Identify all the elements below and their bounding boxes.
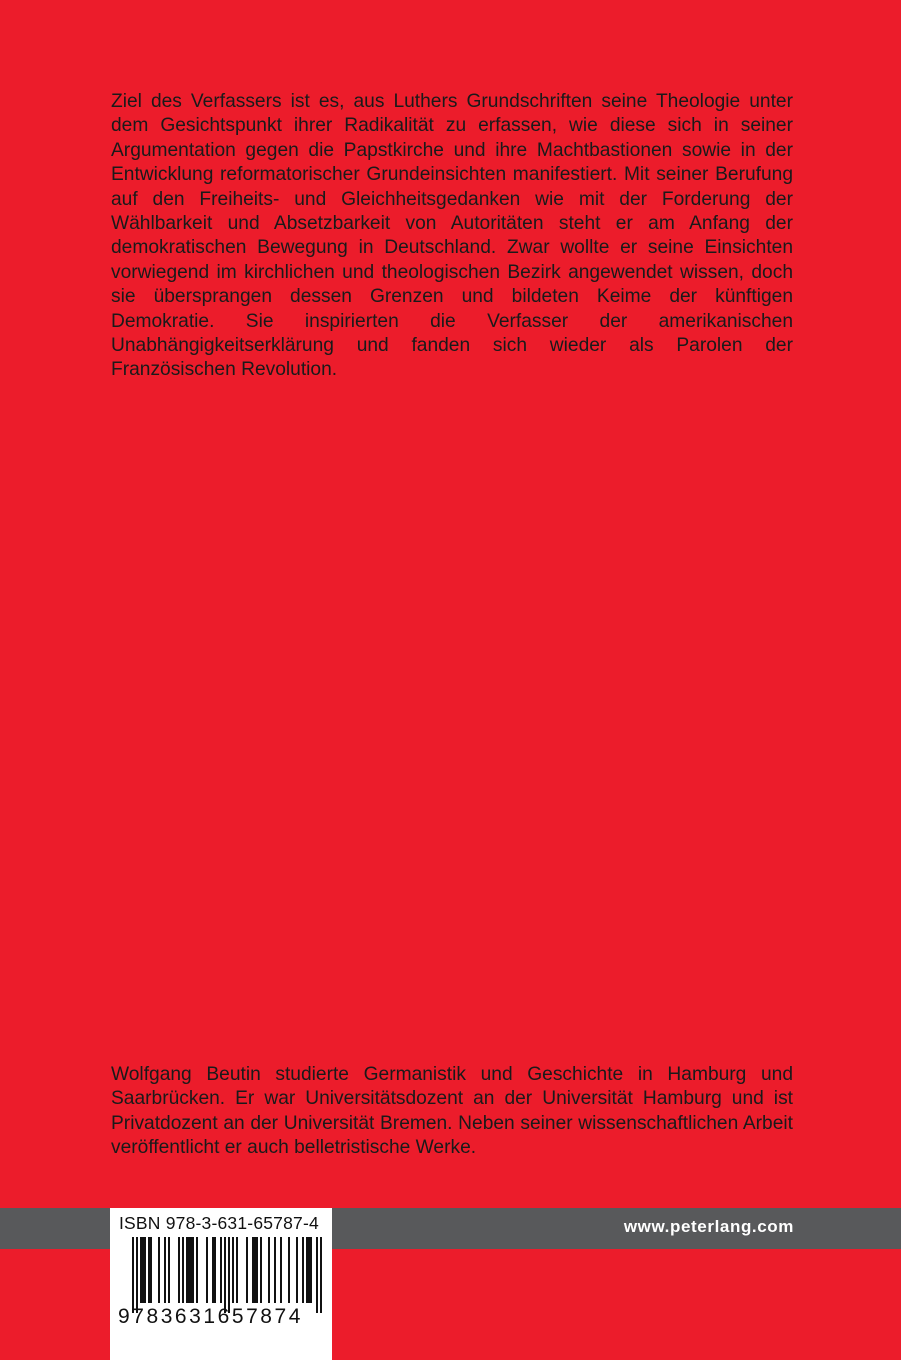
isbn-label: ISBN 978-3-631-65787-4 bbox=[119, 1213, 319, 1233]
barcode-bar bbox=[144, 1237, 146, 1303]
barcode-bar bbox=[190, 1237, 192, 1303]
barcode-bar bbox=[192, 1237, 194, 1303]
barcode-bar bbox=[236, 1237, 238, 1303]
barcode-panel bbox=[110, 1208, 332, 1360]
barcode-bar bbox=[196, 1237, 198, 1303]
barcode-bar bbox=[142, 1237, 144, 1303]
barcode-bar bbox=[178, 1237, 180, 1303]
barcode-bar bbox=[252, 1237, 254, 1303]
barcode-bar bbox=[224, 1237, 226, 1313]
barcode-bar bbox=[288, 1237, 290, 1303]
barcode-bar bbox=[214, 1237, 216, 1303]
barcode-bar bbox=[274, 1237, 276, 1303]
barcode-bar bbox=[188, 1237, 190, 1303]
barcode-bar bbox=[212, 1237, 214, 1303]
barcode-bar bbox=[168, 1237, 170, 1303]
barcode-bar bbox=[280, 1237, 282, 1303]
barcode-bar bbox=[232, 1237, 234, 1303]
barcode-bar bbox=[182, 1237, 184, 1303]
barcode-bar bbox=[302, 1237, 304, 1303]
barcode-bar bbox=[296, 1237, 298, 1303]
barcode-bar bbox=[256, 1237, 258, 1303]
barcode-bar bbox=[186, 1237, 188, 1303]
barcode-bar bbox=[320, 1237, 322, 1313]
barcode-bar bbox=[254, 1237, 256, 1303]
publisher-website: www.peterlang.com bbox=[623, 1217, 794, 1236]
barcode-bar bbox=[220, 1237, 222, 1303]
barcode-bar bbox=[268, 1237, 270, 1303]
barcode-bar bbox=[150, 1237, 152, 1303]
ean-digits: 9783631657874 bbox=[118, 1305, 303, 1328]
ean-barcode bbox=[110, 1208, 332, 1360]
barcode-bar bbox=[246, 1237, 248, 1303]
barcode-bar bbox=[310, 1237, 312, 1303]
barcode-bar bbox=[228, 1237, 230, 1313]
barcode-bar bbox=[316, 1237, 318, 1313]
barcode-bar bbox=[132, 1237, 134, 1313]
blurb-text: Ziel des Verfassers ist es, aus Luthers Grundschriften seine Theologie unter dem Gesichtspunkt ihrer Radikalität zu erfassen, wie diese sich in seiner Argumentation gegen die Papstkirche und ihre Machtbastionen sowie in der Entwicklung reformatorischer Grundeinsichten manifestiert. Mit seiner Berufung auf den Freiheits- und Gleichheitsgedanken wie mit der Forderung der Wählbarkeit und Absetzbarkeit von Autoritäten steht er am Anfang der demokratischen Bewegung in Deutschland. Zwar wollte er seine Einsichten vorwiegend im kirchlichen und theologischen Bezirk angewendet wissen, doch sie übersprangen dessen Grenzen und bildeten Keime der künftigen Demokratie. Sie inspirierten die Verfasser der amerikanischen Unabhängigkeitserklärung und fanden sich wieder als Parolen der Französischen Revolution. bbox=[111, 91, 793, 381]
author-bio: Wolfgang Beutin studierte Germanistik und Geschichte in Hamburg und Saarbrücken. Er war Universitätsdozent an der Universität Hamburg und ist Privatdozent an der Universität Bremen. Neben seiner wissenschaftlichen Arbeit veröffentlicht er auch belletristische Werke. bbox=[111, 1064, 793, 1159]
barcode-bar bbox=[148, 1237, 150, 1303]
barcode-bar bbox=[136, 1237, 138, 1313]
barcode-bar bbox=[164, 1237, 166, 1303]
barcode-bar bbox=[308, 1237, 310, 1303]
barcode-bar bbox=[140, 1237, 142, 1303]
barcode-bar bbox=[206, 1237, 208, 1303]
barcode-bar bbox=[306, 1237, 308, 1303]
barcode-bar bbox=[158, 1237, 160, 1303]
barcode-bar bbox=[260, 1237, 262, 1303]
